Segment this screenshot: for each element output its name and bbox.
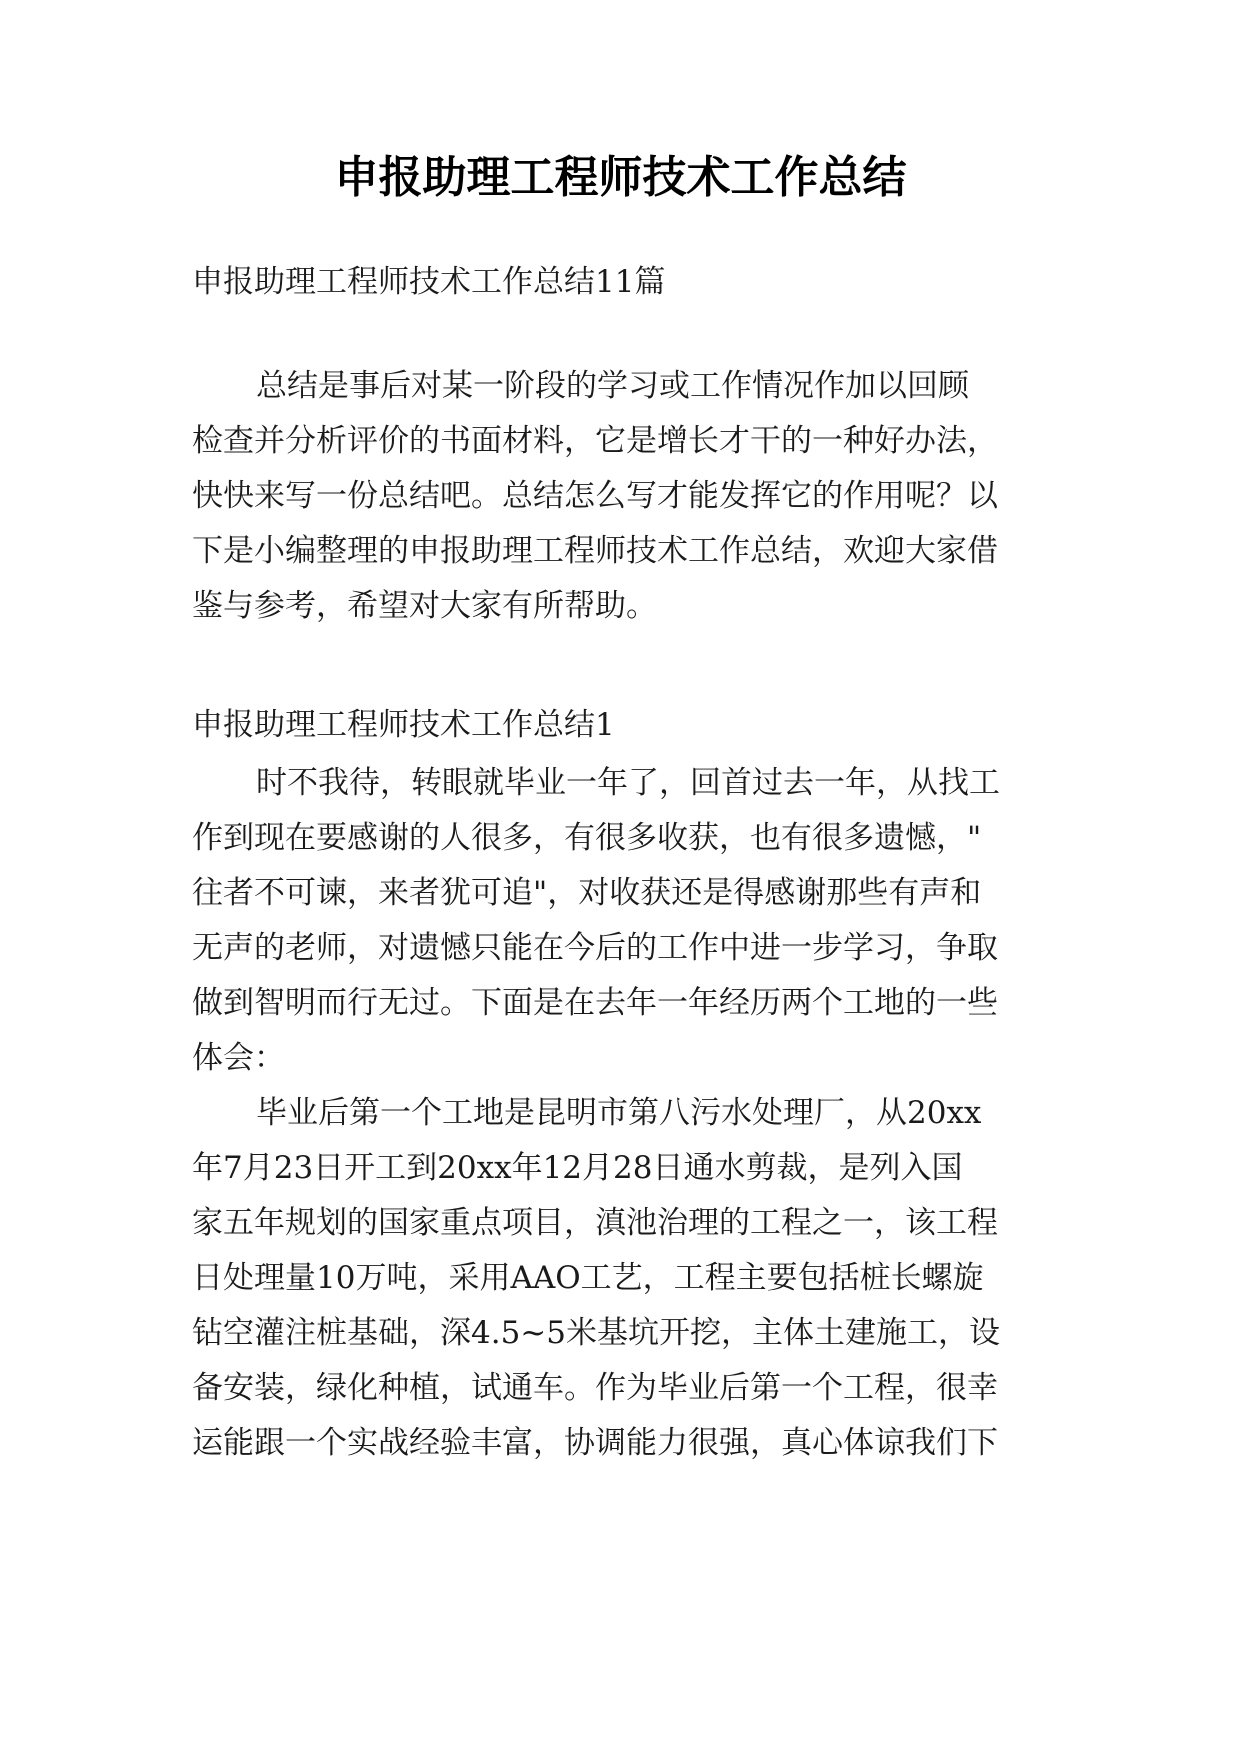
paragraph-line: 年7月23日开工到20xx年12月28日通水剪裁，是列入国	[192, 1150, 963, 1186]
document-subtitle: 申报助理工程师技术工作总结11篇	[192, 264, 666, 300]
paragraph-line: 毕业后第一个工地是昆明市第八污水处理厂，从20xx	[256, 1095, 982, 1131]
paragraph-line: 无声的老师，对遗憾只能在今后的工作中进一步学习，争取	[192, 930, 998, 966]
intro-line: 总结是事后对某一阶段的学习或工作情况作加以回顾	[256, 368, 969, 404]
paragraph-line: 往者不可谏，来者犹可追"，对收获还是得感谢那些有声和	[192, 875, 982, 911]
paragraph-line: 备安装，绿化种植，试通车。作为毕业后第一个工程，很幸	[192, 1370, 998, 1406]
paragraph-line: 家五年规划的国家重点项目，滇池治理的工程之一，该工程	[192, 1205, 998, 1241]
intro-line: 检查并分析评价的书面材料，它是增长才干的一种好办法，	[192, 423, 998, 459]
intro-line: 鉴与参考，希望对大家有所帮助。	[192, 588, 657, 624]
paragraph-line: 作到现在要感谢的人很多，有很多收获，也有很多遗憾，"	[192, 820, 982, 856]
section-heading: 申报助理工程师技术工作总结1	[192, 707, 615, 743]
paragraph-line: 做到智明而行无过。下面是在去年一年经历两个工地的一些	[192, 985, 998, 1021]
intro-line: 下是小编整理的申报助理工程师技术工作总结，欢迎大家借	[192, 533, 998, 569]
paragraph-line: 钻空灌注桩基础，深4.5~5米基坑开挖，主体土建施工，设	[192, 1315, 1000, 1351]
paragraph-line: 运能跟一个实战经验丰富，协调能力很强，真心体谅我们下	[192, 1425, 998, 1461]
document-title: 申报助理工程师技术工作总结	[334, 152, 907, 203]
paragraph-line: 体会：	[192, 1040, 285, 1076]
paragraph-line: 日处理量10万吨，采用AAO工艺，工程主要包括桩长螺旋	[192, 1260, 984, 1296]
paragraph-line: 时不我待，转眼就毕业一年了，回首过去一年，从找工	[256, 765, 1000, 801]
intro-line: 快快来写一份总结吧。总结怎么写才能发挥它的作用呢？以	[192, 478, 998, 514]
